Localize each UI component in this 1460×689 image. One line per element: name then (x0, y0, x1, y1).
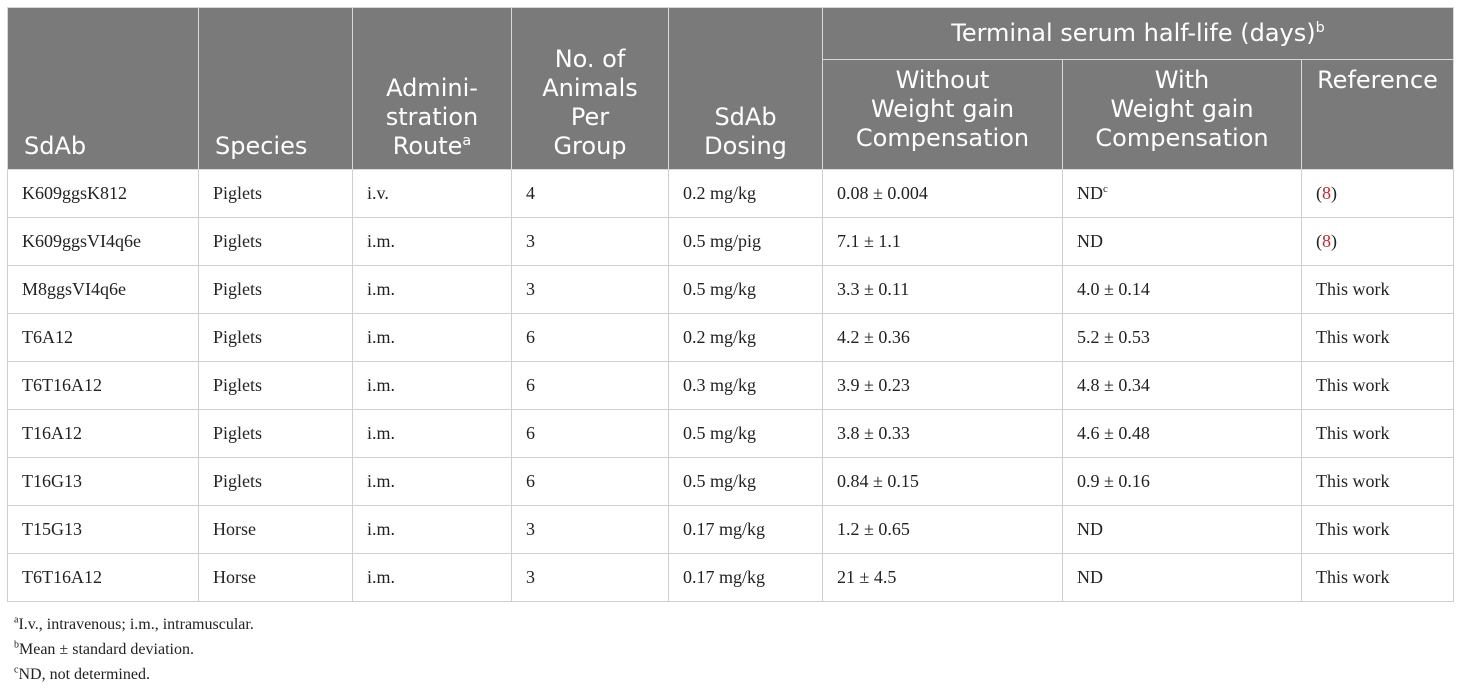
reference-link[interactable]: 8 (1322, 183, 1331, 203)
cell-reference: This work (1302, 554, 1454, 602)
cell-with-compensation: ND (1063, 506, 1302, 554)
cell-sdab: T16A12 (8, 410, 199, 458)
cell-species: Piglets (199, 266, 353, 314)
cell-species: Piglets (199, 410, 353, 458)
cell-sdab: T6T16A12 (8, 554, 199, 602)
cell-with-compensation: 4.0 ± 0.14 (1063, 266, 1302, 314)
cell-without-compensation: 3.8 ± 0.33 (823, 410, 1063, 458)
header-half-life-group: Terminal serum half-life (days)$^b$ (823, 8, 1454, 60)
cell-dosing: 0.2 mg/kg (669, 314, 823, 362)
cell-with-compensation: 5.2 ± 0.53 (1063, 314, 1302, 362)
header-animals: No. of Animals Per Group (512, 8, 669, 170)
cell-reference: (8) (1302, 170, 1454, 218)
cell-without-compensation: 3.3 ± 0.11 (823, 266, 1063, 314)
cell-animals: 6 (512, 410, 669, 458)
cell-animals: 6 (512, 362, 669, 410)
cell-species: Piglets (199, 170, 353, 218)
cell-dosing: 0.2 mg/kg (669, 170, 823, 218)
half-life-table (7, 7, 1454, 602)
cell-reference: This work (1302, 458, 1454, 506)
cell-dosing: 0.5 mg/kg (669, 458, 823, 506)
table-row (8, 410, 1454, 458)
cell-reference: This work (1302, 314, 1454, 362)
cell-with-compensation: ND (1063, 554, 1302, 602)
footnotes (14, 612, 254, 687)
cell-dosing: 0.5 mg/pig (669, 218, 823, 266)
header-route: Admini- stration Route$^a$ (353, 8, 512, 170)
table-row (8, 458, 1454, 506)
cell-sdab: T6T16A12 (8, 362, 199, 410)
cell-route: i.v. (353, 170, 512, 218)
header-without-compensation: Without Weight gain Compensation (823, 60, 1063, 170)
cell-without-compensation: 21 ± 4.5 (823, 554, 1063, 602)
footnote-marker-c: c (1103, 183, 1108, 195)
footnote-b: $^b$Mean ± standard deviation. (14, 639, 194, 658)
cell-species: Piglets (199, 314, 353, 362)
header-with-compensation: With Weight gain Compensation (1063, 60, 1302, 170)
cell-without-compensation: 0.08 ± 0.004 (823, 170, 1063, 218)
cell-route: i.m. (353, 266, 512, 314)
cell-route: i.m. (353, 362, 512, 410)
cell-sdab: M8ggsVI4q6e (8, 266, 199, 314)
cell-reference: This work (1302, 266, 1454, 314)
cell-dosing: 0.17 mg/kg (669, 554, 823, 602)
cell-species: Piglets (199, 458, 353, 506)
cell-animals: 3 (512, 506, 669, 554)
cell-without-compensation: 1.2 ± 0.65 (823, 506, 1063, 554)
cell-dosing: 0.3 mg/kg (669, 362, 823, 410)
cell-route: i.m. (353, 506, 512, 554)
table-row (8, 314, 1454, 362)
table-row (8, 170, 1454, 218)
cell-route: i.m. (353, 458, 512, 506)
cell-sdab: K609ggsVI4q6e (8, 218, 199, 266)
cell-dosing: 0.5 mg/kg (669, 410, 823, 458)
cell-dosing: 0.5 mg/kg (669, 266, 823, 314)
cell-with-compensation: 0.9 ± 0.16 (1063, 458, 1302, 506)
cell-reference: This work (1302, 506, 1454, 554)
cell-reference: This work (1302, 410, 1454, 458)
table-row (8, 362, 1454, 410)
cell-route: i.m. (353, 554, 512, 602)
cell-species: Horse (199, 506, 353, 554)
cell-animals: 3 (512, 218, 669, 266)
cell-species: Horse (199, 554, 353, 602)
cell-animals: 3 (512, 554, 669, 602)
cell-sdab: T15G13 (8, 506, 199, 554)
header-reference: Reference (1302, 60, 1454, 170)
cell-route: i.m. (353, 314, 512, 362)
header-dosing: SdAb Dosing (669, 8, 823, 170)
table-body (8, 170, 1454, 602)
cell-reference: (8) (1302, 218, 1454, 266)
cell-sdab: T16G13 (8, 458, 199, 506)
cell-animals: 6 (512, 458, 669, 506)
cell-with-compensation: 4.6 ± 0.48 (1063, 410, 1302, 458)
table-row (8, 266, 1454, 314)
footnote-marker-b: b (1315, 20, 1325, 36)
header-sdab: SdAb (8, 8, 199, 170)
cell-animals: 3 (512, 266, 669, 314)
footnote-c: $^c$ND, not determined. (14, 664, 150, 683)
cell-animals: 6 (512, 314, 669, 362)
cell-dosing: 0.17 mg/kg (669, 506, 823, 554)
cell-with-compensation: ND (1063, 218, 1302, 266)
reference-link[interactable]: 8 (1322, 231, 1331, 251)
table-row (8, 506, 1454, 554)
table-row (8, 218, 1454, 266)
cell-species: Piglets (199, 362, 353, 410)
cell-route: i.m. (353, 410, 512, 458)
header-species: Species (199, 8, 353, 170)
cell-route: i.m. (353, 218, 512, 266)
cell-with-compensation: $ND^c$ (1063, 170, 1302, 218)
cell-without-compensation: 4.2 ± 0.36 (823, 314, 1063, 362)
table-row (8, 554, 1454, 602)
footnote-marker-a: a (462, 133, 472, 149)
footnote-a: $^a$I.v., intravenous; i.m., intramuscular. (14, 614, 254, 633)
cell-without-compensation: 0.84 ± 0.15 (823, 458, 1063, 506)
cell-animals: 4 (512, 170, 669, 218)
cell-without-compensation: 3.9 ± 0.23 (823, 362, 1063, 410)
cell-sdab: K609ggsK812 (8, 170, 199, 218)
cell-with-compensation: 4.8 ± 0.34 (1063, 362, 1302, 410)
cell-species: Piglets (199, 218, 353, 266)
cell-reference: This work (1302, 362, 1454, 410)
cell-sdab: T6A12 (8, 314, 199, 362)
cell-without-compensation: 7.1 ± 1.1 (823, 218, 1063, 266)
